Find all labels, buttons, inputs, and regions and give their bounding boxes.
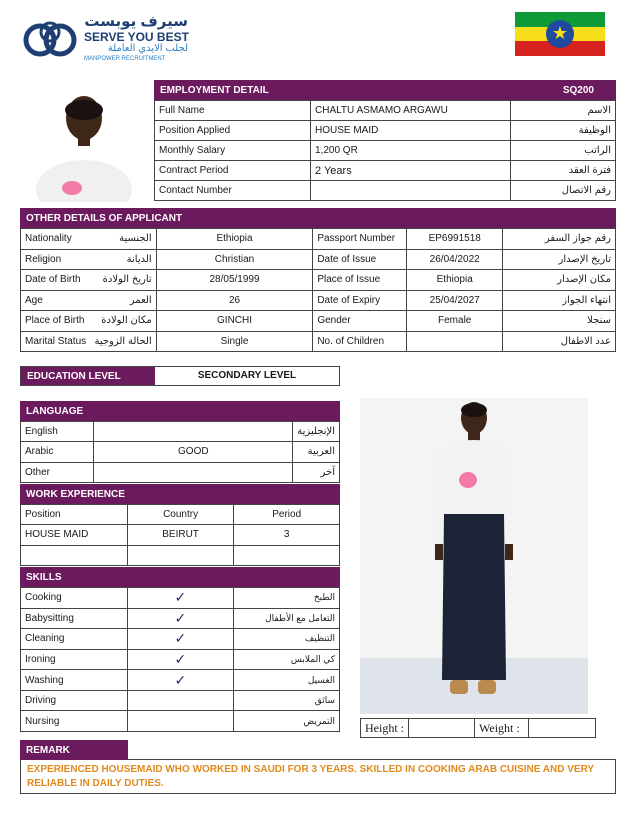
other-value-2 <box>407 331 503 352</box>
other-value-2: Ethiopia <box>407 270 503 291</box>
other-label: Marital Status <box>25 335 87 347</box>
work-experience-cell: BEIRUT <box>127 525 234 545</box>
other-label-2: Place of Issue <box>313 270 407 291</box>
employment-row <box>155 121 616 141</box>
skill-label-arabic: التنظيف <box>234 629 340 650</box>
checkmark-icon: ✓ <box>174 589 187 606</box>
employment-row <box>155 141 616 161</box>
other-label-cell <box>21 229 157 250</box>
logo-title: SERVE YOU BEST <box>84 30 189 44</box>
other-details-row <box>21 311 616 332</box>
skill-check-cell <box>127 670 233 691</box>
skill-label-arabic: الغسيل <box>234 670 340 691</box>
other-details-row <box>21 229 616 250</box>
skill-row <box>21 629 340 650</box>
other-value: Single <box>156 331 313 352</box>
skill-row <box>21 670 340 691</box>
language-header: LANGUAGE <box>20 401 340 421</box>
employment-value: 2 Years <box>311 161 511 181</box>
other-details-row <box>21 270 616 291</box>
other-value: Ethiopia <box>156 229 313 250</box>
skill-check-cell <box>127 690 233 711</box>
employment-title: EMPLOYMENT DETAIL <box>160 84 269 96</box>
language-table <box>20 421 340 483</box>
skill-row <box>21 608 340 629</box>
other-label-arabic: الديانة <box>126 253 152 265</box>
skill-label: Cooking <box>21 588 128 609</box>
other-details-table <box>20 228 616 352</box>
work-experience-cell <box>21 545 128 565</box>
other-value: 28/05/1999 <box>156 270 313 291</box>
employment-value <box>311 181 511 201</box>
applicant-full-body-photo <box>360 398 588 714</box>
language-value: GOOD <box>94 442 293 462</box>
language-row <box>21 442 340 462</box>
work-experience-header: WORK EXPERIENCE <box>20 484 340 504</box>
skill-label: Babysitting <box>21 608 128 629</box>
skill-row <box>21 711 340 732</box>
language-value <box>94 462 293 482</box>
skills-section <box>20 567 340 732</box>
other-label-arabic: العمر <box>129 294 152 306</box>
company-logo <box>22 12 192 68</box>
other-label: Place of Birth <box>25 315 85 327</box>
skill-check-cell <box>127 649 233 670</box>
language-row <box>21 462 340 482</box>
skill-label: Nursing <box>21 711 128 732</box>
employment-label-arabic: الراتب <box>511 141 616 161</box>
remark-text: EXPERIENCED HOUSEMAID WHO WORKED IN SAUDI FOR 3 YEARS. SKILLED IN COOKING ARAB CUISINE AND VERY RELIABLE IN DAILY DUTIES. <box>20 760 616 794</box>
other-label-arabic: مكان الولادة <box>101 315 152 327</box>
education-value: SECONDARY LEVEL <box>197 370 297 381</box>
employment-label: Contact Number <box>155 181 311 201</box>
other-label-2: Date of Expiry <box>313 290 407 311</box>
skills-header: SKILLS <box>20 567 340 587</box>
logo-arabic: سيرف يوبست <box>84 13 188 30</box>
skill-check-cell <box>127 629 233 650</box>
skill-check-cell <box>127 588 233 609</box>
checkmark-icon: ✓ <box>174 650 187 667</box>
height-label: Height : <box>361 719 409 737</box>
skill-label-arabic: الطبخ <box>234 588 340 609</box>
logo-arabic-sub: لجلب الايدي العاملة <box>107 43 188 54</box>
work-experience-cell <box>234 545 340 565</box>
weight-value <box>529 719 595 737</box>
work-column-header: Position <box>21 505 128 525</box>
language-value <box>94 422 293 442</box>
language-label: Other <box>21 462 94 482</box>
skill-label: Washing <box>21 670 128 691</box>
work-experience-cell: HOUSE MAID <box>21 525 128 545</box>
other-label: Nationality <box>25 233 72 245</box>
employment-value: HOUSE MAID <box>311 121 511 141</box>
work-column-header: Period <box>234 505 340 525</box>
employment-label-arabic: فترة العقد <box>511 161 616 181</box>
other-label-cell <box>21 290 157 311</box>
other-label-2-arabic: مكان الإصدار <box>503 270 616 291</box>
ethiopia-flag-icon: ★ <box>515 12 605 56</box>
work-experience-header-row <box>21 505 340 525</box>
other-label-cell <box>21 270 157 291</box>
other-value: Christian <box>156 249 313 270</box>
other-details-header: OTHER DETAILS OF APPLICANT <box>20 208 616 228</box>
skill-label-arabic: التعامل مع الأطفال <box>234 608 340 629</box>
height-value <box>409 719 475 737</box>
other-value-2: Female <box>407 311 503 332</box>
employment-detail-section <box>154 80 616 200</box>
other-details-row <box>21 249 616 270</box>
skill-row <box>21 690 340 711</box>
other-label-2: No. of Children <box>313 331 407 352</box>
language-label-arabic: آخر <box>293 462 340 482</box>
other-label-cell <box>21 249 157 270</box>
work-experience-cell: 3 <box>234 525 340 545</box>
employment-row <box>155 181 616 201</box>
other-label-2-arabic: سنجلا <box>503 311 616 332</box>
employment-table <box>154 100 616 201</box>
employment-label: Full Name <box>155 101 311 121</box>
work-column-header: Country <box>127 505 234 525</box>
other-label: Date of Birth <box>25 274 81 286</box>
other-value: GINCHI <box>156 311 313 332</box>
measurements-row <box>360 718 596 738</box>
other-label-2: Gender <box>313 311 407 332</box>
employment-row <box>155 161 616 181</box>
other-label-arabic: الحالة الزوجية <box>94 335 152 347</box>
checkmark-icon: ✓ <box>174 609 187 626</box>
skill-label: Driving <box>21 690 128 711</box>
other-value-2: EP6991518 <box>407 229 503 250</box>
employment-value: 1,200 QR <box>311 141 511 161</box>
skill-label-arabic: كي الملابس <box>234 649 340 670</box>
work-experience-cell <box>127 545 234 565</box>
work-experience-section <box>20 484 340 566</box>
skill-label: Cleaning <box>21 629 128 650</box>
language-label: English <box>21 422 94 442</box>
language-label-arabic: العربية <box>293 442 340 462</box>
education-level-row <box>20 366 340 386</box>
other-details-row <box>21 290 616 311</box>
work-experience-row <box>21 525 340 545</box>
other-details-section <box>20 208 616 352</box>
language-label-arabic: الإنجليزية <box>293 422 340 442</box>
other-label-2: Date of Issue <box>313 249 407 270</box>
other-label: Religion <box>25 253 62 265</box>
employment-label-arabic: رقم الاتصال <box>511 181 616 201</box>
employment-header <box>154 80 616 100</box>
checkmark-icon: ✓ <box>174 671 187 688</box>
skill-row <box>21 588 340 609</box>
employment-code: SQ200 <box>562 84 594 96</box>
employment-label: Position Applied <box>155 121 311 141</box>
employment-row <box>155 101 616 121</box>
other-label-2-arabic: تاريخ الإصدار <box>503 249 616 270</box>
language-label: Arabic <box>21 442 94 462</box>
other-label: Age <box>25 294 43 306</box>
other-details-row <box>21 331 616 352</box>
remark-header: REMARK <box>20 740 128 760</box>
remark-section <box>20 740 616 794</box>
employment-label: Contract Period <box>155 161 311 181</box>
language-row <box>21 422 340 442</box>
other-value: 26 <box>156 290 313 311</box>
other-label-2: Passport Number <box>313 229 407 250</box>
employment-value: CHALTU ASMAMO ARGAWU <box>311 101 511 121</box>
logo-rings-icon <box>22 14 80 66</box>
other-label-cell <box>21 311 157 332</box>
other-label-2-arabic: انتهاء الجواز <box>503 290 616 311</box>
work-experience-row <box>21 545 340 565</box>
other-value-2: 26/04/2022 <box>407 249 503 270</box>
skill-check-cell <box>127 711 233 732</box>
other-label-cell <box>21 331 157 352</box>
checkmark-icon: ✓ <box>174 630 187 647</box>
other-label-2-arabic: عدد الاطفال <box>503 331 616 352</box>
weight-label: Weight : <box>475 719 529 737</box>
other-label-arabic: الجنسية <box>119 233 152 245</box>
other-label-2-arabic: رقم جواز السفر <box>503 229 616 250</box>
logo-subtitle: MANPOWER RECRUITMENT <box>84 56 166 62</box>
skill-label: Ironing <box>21 649 128 670</box>
employment-label-arabic: الاسم <box>511 101 616 121</box>
skills-table <box>20 587 340 732</box>
applicant-portrait-photo <box>20 80 150 202</box>
language-section <box>20 401 340 483</box>
work-experience-table <box>20 504 340 566</box>
employment-label: Monthly Salary <box>155 141 311 161</box>
employment-label-arabic: الوظيفة <box>511 121 616 141</box>
education-label: EDUCATION LEVEL <box>21 367 155 385</box>
skill-label-arabic: سائق <box>234 690 340 711</box>
skill-check-cell <box>127 608 233 629</box>
other-label-arabic: تاريخ الولادة <box>102 274 152 286</box>
skill-row <box>21 649 340 670</box>
other-value-2: 25/04/2027 <box>407 290 503 311</box>
skill-label-arabic: التمريض <box>234 711 340 732</box>
